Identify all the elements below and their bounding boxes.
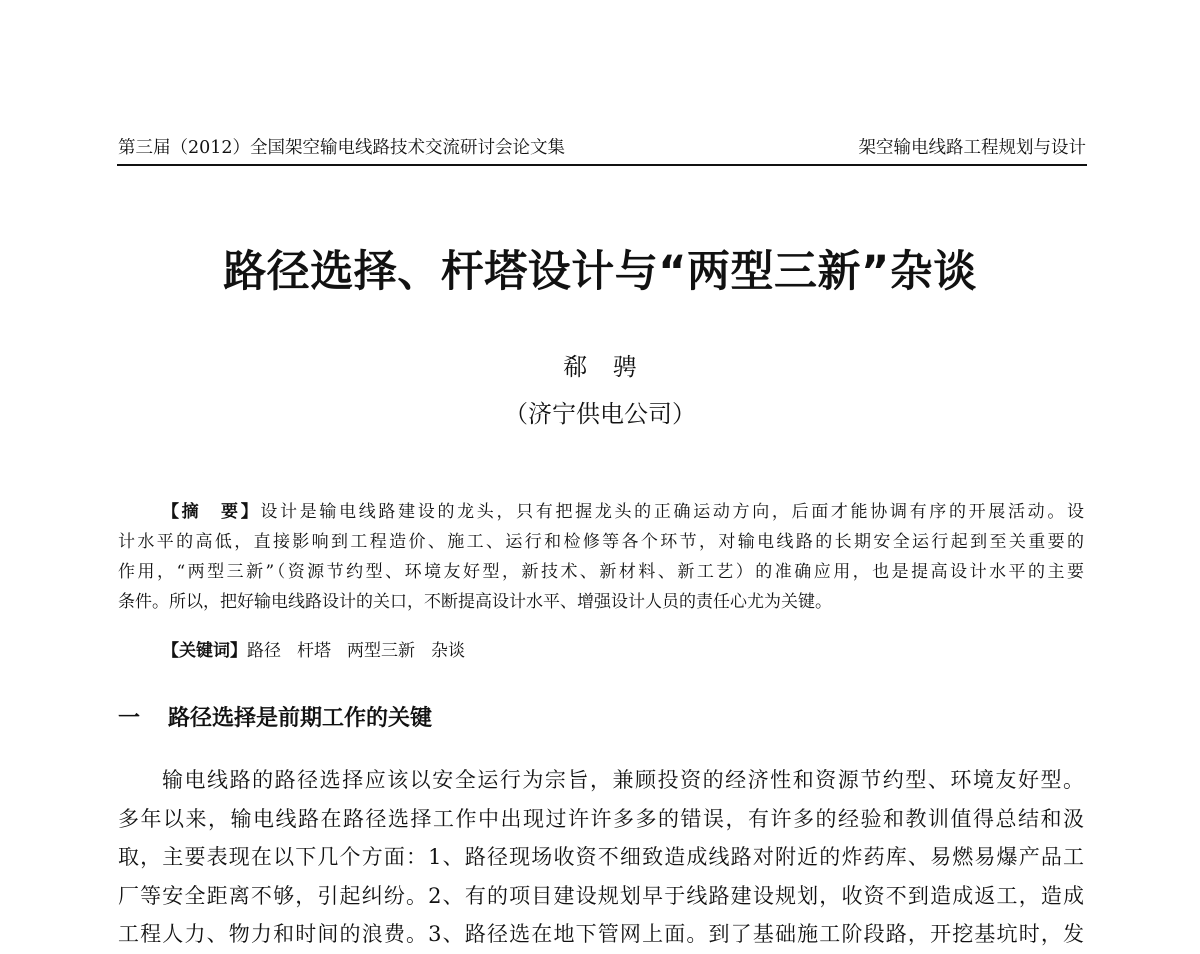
keyword: 杆塔	[297, 641, 331, 661]
body-line: 工程人力、物力和时间的浪费。3、路径选在地下管网上面。到了基础施工阶段路，开挖基坑时，发	[118, 922, 1084, 946]
body-line: 厂等安全距离不够，引起纠纷。2、有的项目建设规划早于线路建设规划，收资不到造成返工，造成	[118, 883, 1084, 908]
abstract-line: 条件。所以，把好输电线路设计的关口，不断提高设计水平、增强设计人员的责任心尤为关键。	[118, 592, 832, 612]
keyword: 路径	[247, 641, 281, 661]
running-header-right: 架空输电线路工程规划与设计	[858, 138, 1086, 158]
abstract	[118, 497, 1084, 617]
abstract-line: 作用，“两型三新”（资源节约型、环境友好型，新技术、新材料、新工艺）的准确应用，也是提高设计水平的主要	[118, 562, 1084, 582]
abstract-line: 计水平的高低，直接影响到工程造价、施工、运行和检修等各个环节，对输电线路的长期安全运行起到至关重要的	[118, 532, 1084, 552]
keywords-label: 【关键词】	[162, 641, 247, 661]
abstract-line	[118, 497, 1084, 527]
section-title: 路径选择是前期工作的关键	[168, 706, 433, 731]
body-line: 多年以来，输电线路在路径选择工作中出现过许许多多的错误，有许多的经验和教训值得总结和汲	[118, 806, 1084, 831]
author-name: 郗 骋	[563, 353, 637, 381]
body-line: 取，主要表现在以下几个方面：1、路径现场收资不细致造成线路对附近的炸药库、易燃易爆产品工	[118, 845, 1084, 869]
keyword: 杂谈	[431, 641, 465, 661]
running-header-left: 第三届（2012）全国架空输电线路技术交流研讨会论文集	[118, 138, 566, 158]
body-line: 输电线路的路径选择应该以安全运行为宗旨，兼顾投资的经济性和资源节约型、环境友好型。	[162, 768, 1084, 792]
section-number: 一	[118, 706, 141, 731]
paper-title: 路径选择、杆塔设计与“两型三新”杂谈	[223, 247, 977, 297]
abstract-text: 设计是输电线路建设的龙头，只有把握龙头的正确运动方向，后面才能协调有序的开展活动。设	[260, 502, 1085, 522]
body-text	[118, 761, 1084, 954]
abstract-label: 【摘 要】	[162, 502, 261, 522]
keywords	[162, 637, 481, 665]
section-heading	[118, 703, 432, 735]
author-affiliation: （济宁供电公司）	[504, 400, 696, 428]
keyword: 两型三新	[347, 641, 415, 661]
header-rule	[117, 164, 1087, 166]
